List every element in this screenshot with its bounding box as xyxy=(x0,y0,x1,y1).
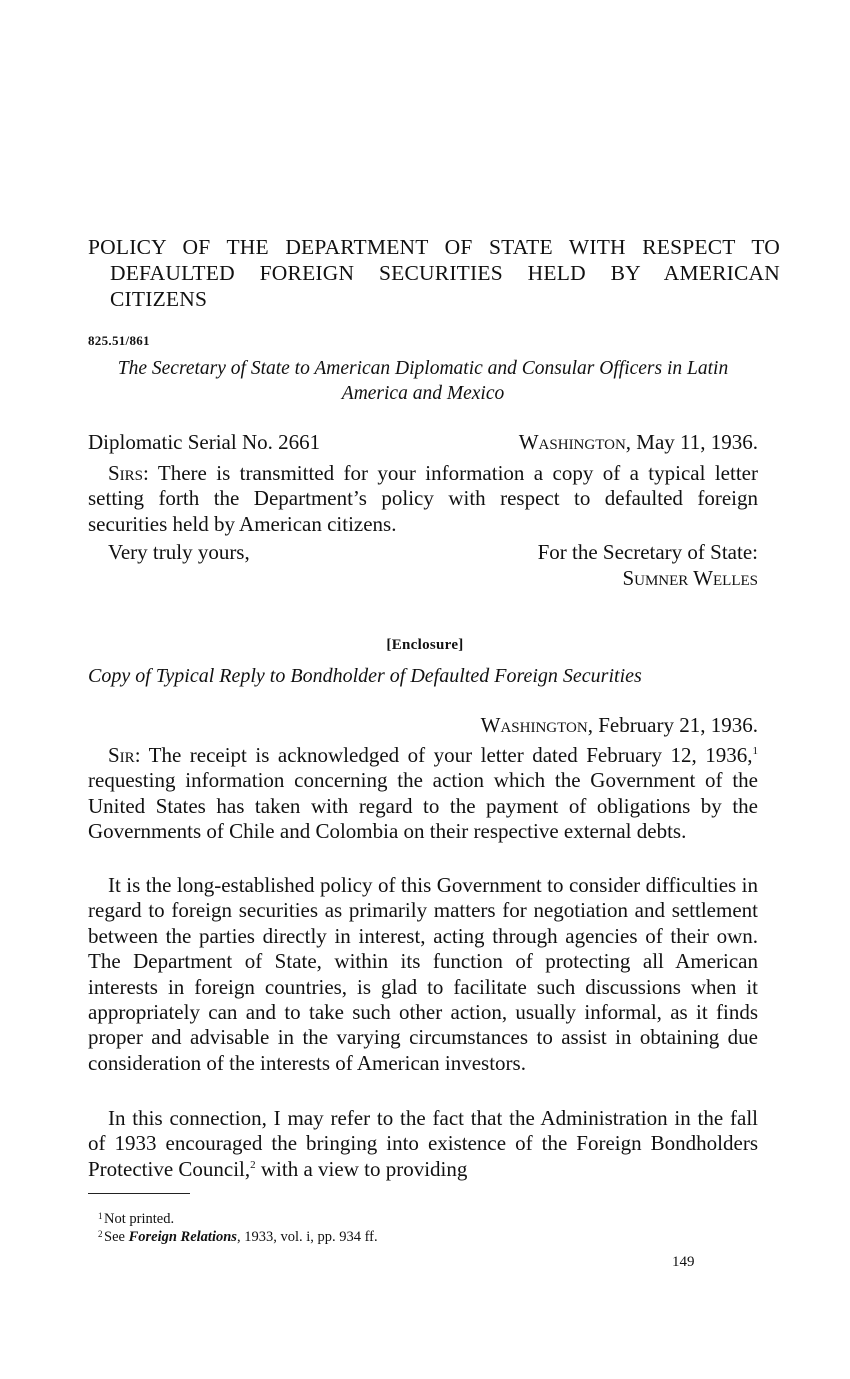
footnote-text: , 1933, vol. i, pp. 934 ff. xyxy=(236,1229,378,1245)
dateline-date: , May 11, 1936. xyxy=(625,430,758,454)
letter-heading: The Secretary of State to American Diplomatic and Consular Officers in Latin America and Mexico xyxy=(117,358,729,404)
letter-body xyxy=(88,461,758,537)
enclosure-dateline-city: Washington xyxy=(480,713,588,737)
letter-body-text: : There is transmitted for your information a copy of a typical letter setting forth the Department’s policy with respect to defaulted foreign securities held by American citizens. xyxy=(88,461,758,536)
enclosure-paragraph-2: It is the long-established policy of this Government to consider difficulties in regard to foreign securities as primarily matters for negotiation and settlement between the parties directly in interest, acting through agencies of their own. The Department of State, within its function of protecting all American interests in foreign countries, is glad to facilitate such discussions when it appropriately can and to take such other action, usually informal, as it finds proper and advisable in the varying circumstances to assist in obtaining due consideration of the interests of American investors. xyxy=(88,873,758,1075)
enclosure-dateline xyxy=(88,713,758,738)
paragraph-text: : The receipt is acknowledged of your letter dated February 12, 1936, xyxy=(134,743,753,767)
signer: Sumner Welles xyxy=(622,566,758,590)
footnote-mark: 1 xyxy=(98,1211,103,1221)
dateline-city: Washington xyxy=(518,430,626,454)
footnote-ref-2: 2 xyxy=(250,1158,256,1171)
signature-prefix: For the Secretary of State: xyxy=(537,540,758,564)
footnote-text: See xyxy=(104,1229,129,1245)
file-number: 825.51/861 xyxy=(88,333,150,348)
footnote-1 xyxy=(98,1210,175,1228)
paragraph-text: with a view to providing xyxy=(255,1156,468,1181)
page-number: 149 xyxy=(672,1254,695,1270)
paragraph-text: requesting information concerning the action which the Government of the United States has taken with regard to the payment of obligations by the Governments of Chile and Colombia on their respective external debts. xyxy=(88,768,758,844)
closing: Very truly yours, xyxy=(108,540,250,564)
closing-line xyxy=(88,540,758,565)
diplomatic-serial: Diplomatic Serial No. 2661 xyxy=(88,430,321,454)
enclosure-heading: Copy of Typical Reply to Bondholder of Defaulted Foreign Securities xyxy=(88,665,642,687)
enclosure-label: [Enclosure] xyxy=(386,637,464,653)
serial-line xyxy=(88,430,758,455)
enclosure-salutation: Sir xyxy=(108,743,135,767)
enclosure-paragraph-1 xyxy=(88,743,758,845)
salutation: Sirs xyxy=(108,461,144,485)
dateline xyxy=(519,430,758,455)
footnote-mark: 2 xyxy=(98,1229,103,1239)
footnote-divider xyxy=(88,1193,190,1194)
footnote-2 xyxy=(98,1228,378,1246)
footnote-source-title: Foreign Relations xyxy=(128,1229,237,1245)
paragraph-text: In this connection, I may refer to the fact that the Administration in the fall of 1933 encouraged the bringing into existence of the Foreign Bondholders Protective Council, xyxy=(88,1106,758,1181)
enclosure-dateline-date: , February 21, 1936. xyxy=(587,713,758,737)
page-title: POLICY OF THE DEPARTMENT OF STATE WITH RESPECT TO DEFAULTED FOREIGN SECURITIES HELD BY AMERICAN CITIZENS xyxy=(88,235,780,311)
footnote-ref-1: 1 xyxy=(752,745,758,757)
enclosure-paragraph-3 xyxy=(88,1106,758,1182)
footnote-text: Not printed. xyxy=(104,1211,175,1227)
